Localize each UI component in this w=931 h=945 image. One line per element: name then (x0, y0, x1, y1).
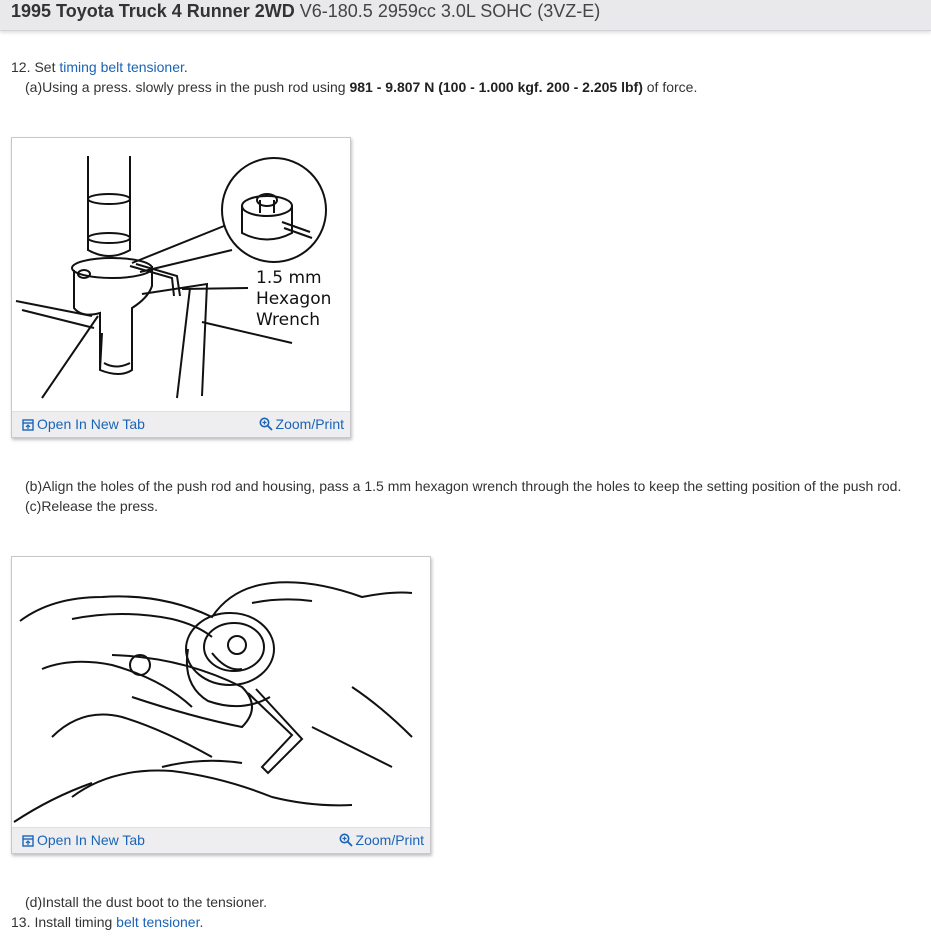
step-12-prefix: Set (34, 59, 56, 75)
zoom-magnifier-icon (259, 417, 273, 431)
zoom-magnifier-icon (339, 833, 353, 847)
step-12a (25, 79, 697, 95)
figure-2-zoom-label: Zoom/Print (355, 832, 424, 848)
open-new-tab-icon (22, 835, 34, 847)
wrench-label (256, 268, 331, 331)
step-12d: (d)Install the dust boot to the tensioner. (25, 894, 268, 910)
vehicle-title: 1995 Toyota Truck 4 Runner 2WD (11, 1, 295, 21)
figure-press-push-rod (11, 137, 351, 438)
figure-2-open-label: Open In New Tab (37, 832, 145, 848)
figure-2-toolbar (12, 827, 430, 853)
hands-holding-tensioner-drawing (12, 557, 430, 827)
figure-1-illustration (12, 138, 350, 411)
figure-1-open-new-tab-button[interactable] (22, 416, 145, 432)
step-12a-suffix: of force. (646, 79, 698, 95)
step-13-prefix: Install timing (34, 914, 113, 930)
step-12 (11, 59, 188, 75)
step-13 (11, 914, 203, 930)
belt-tensioner-link[interactable]: belt tensioner (116, 914, 200, 930)
step-13-number: 13. (11, 914, 31, 930)
wrench-label-hexagon: Hexagon (256, 289, 332, 309)
page-title (11, 1, 600, 22)
figure-2-open-new-tab-button[interactable] (22, 832, 145, 848)
open-new-tab-icon (22, 419, 34, 431)
figure-hexagon-wrench-inserted (11, 556, 431, 854)
wrench-label-size: 1.5 mm (256, 268, 322, 288)
figure-1-toolbar (12, 411, 350, 437)
figure-2-zoom-print-button[interactable] (339, 832, 424, 848)
figure-2-illustration (12, 557, 430, 827)
figure-1-open-label: Open In New Tab (37, 416, 145, 432)
timing-belt-tensioner-link[interactable]: timing belt tensioner (59, 59, 184, 75)
figure-1-zoom-label: Zoom/Print (275, 416, 344, 432)
page-header (0, 0, 931, 31)
engine-subtitle: V6-180.5 2959cc 3.0L SOHC (3VZ-E) (299, 1, 601, 21)
step-12c: (c)Release the press. (25, 498, 159, 514)
step-12-suffix: . (183, 59, 188, 75)
step-12b: (b)Align the holes of the push rod and housing, pass a 1.5 mm hexagon wrench through the holes to keep the setting position of the push rod. (25, 478, 902, 494)
step-12a-prefix: (a)Using a press. slowly press in the push rod using (25, 79, 346, 95)
step-12a-force-value: 981 - 9.807 N (100 - 1.000 kgf. 200 - 2.205 lbf) (349, 79, 643, 95)
step-13-suffix: . (199, 914, 204, 930)
wrench-label-wrench: Wrench (256, 310, 321, 330)
step-12-number: 12. (11, 59, 31, 75)
figure-1-zoom-print-button[interactable] (259, 416, 344, 432)
